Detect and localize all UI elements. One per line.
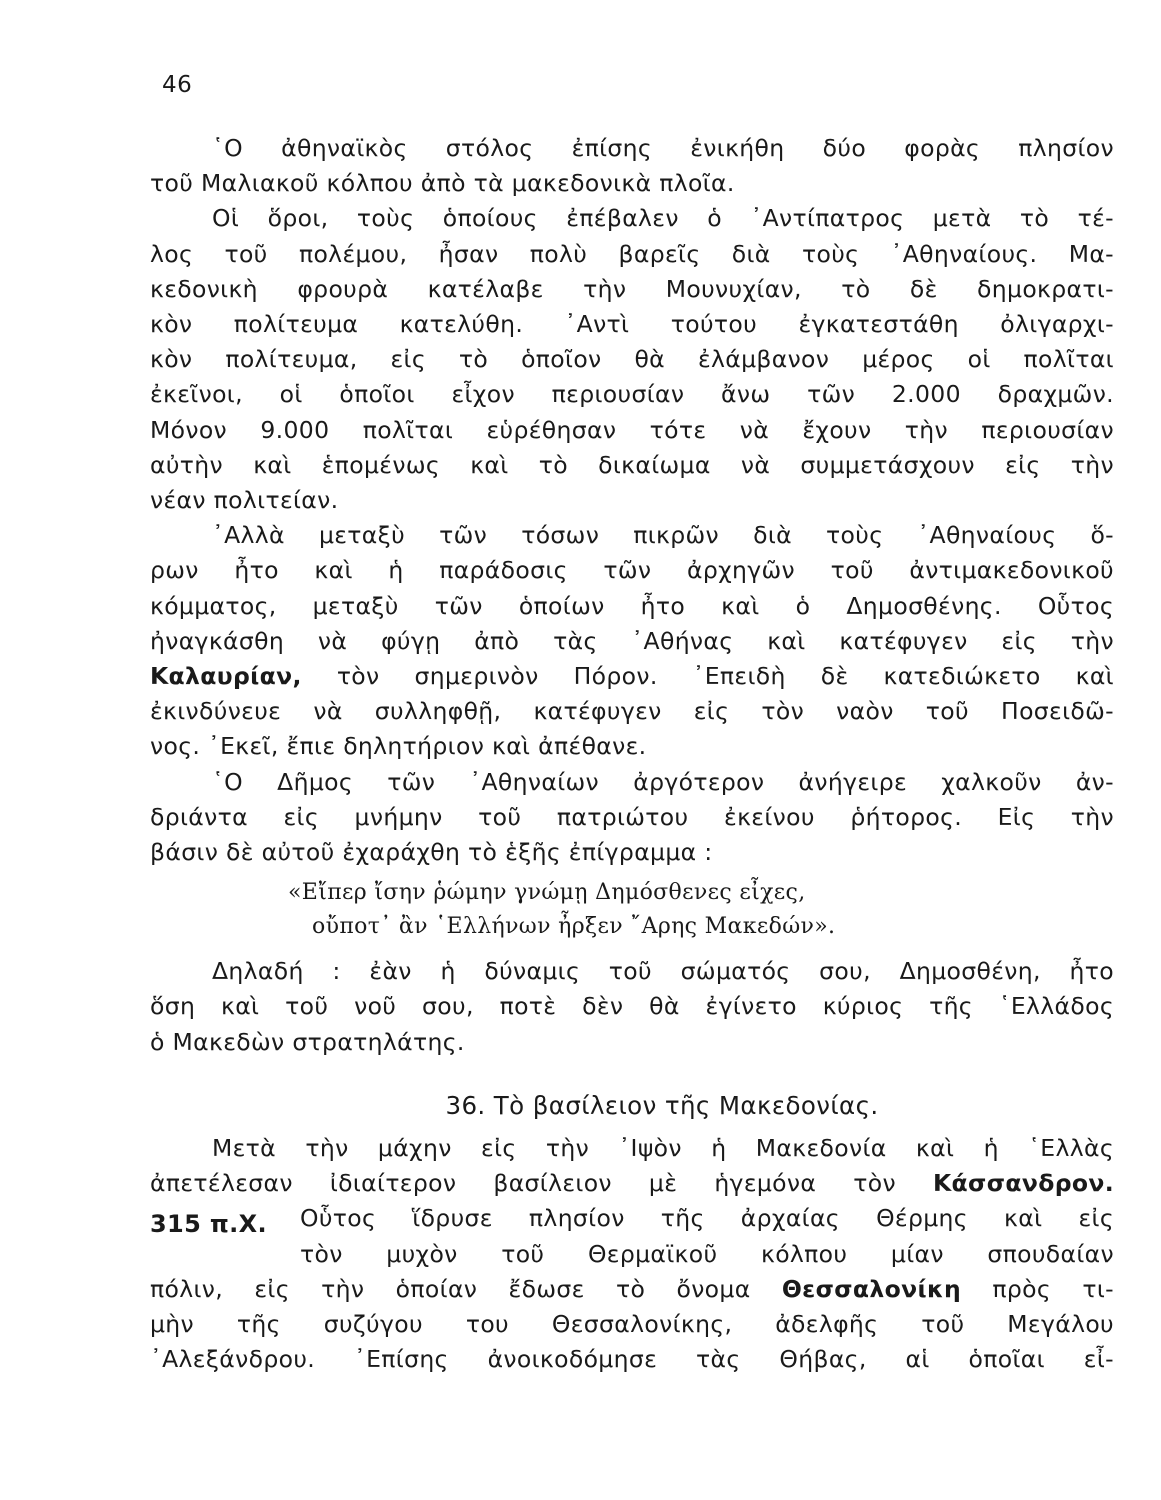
page-number: 46 [162, 72, 193, 98]
section-heading: 36. Τὸ βασίλειον τῆς Μακεδονίας. [445, 1090, 879, 1120]
text-line: νος. ᾿Εκεῖ, ἔπιε δηλητήριον καὶ ἀπέθανε. [150, 732, 647, 761]
margin-note-row [150, 1201, 1114, 1271]
paragraph-statue [150, 765, 1114, 871]
margin-note-date: 315 π.Χ. [150, 1210, 267, 1239]
paragraph-antipater-terms [150, 201, 1114, 518]
text-line: Οἱ ὅροι, τοὺς ὁποίους ἐπέβαλεν ὁ ᾿Αντίπατρος μετὰ τὸ τέ- [212, 204, 1114, 233]
text-fragment: τὸν σημερινὸν Πόρον. ᾿Επειδὴ δὲ κατεδιώκετο καὶ [336, 662, 1114, 691]
bold-term-thessaloniki: Θεσσαλονίκη [781, 1274, 962, 1303]
text-line: ἐκεῖνοι, οἱ ὁποῖοι εἶχον περιουσίαν ἄνω τῶν 2.000 δραχμῶν. [150, 380, 1114, 409]
text-line: νέαν πολιτείαν. [150, 486, 339, 515]
text-line: κὸν πολίτευμα, εἰς τὸ ὁποῖον θὰ ἐλάμβανον μέρος οἱ πολῖται [150, 345, 1114, 374]
epigram-line: «Εἴπερ ἴσην ῥώμην γνώμῃ Δημόσθενες εἶχες, [288, 880, 806, 906]
bold-term-kalauria: Καλαυρίαν, [150, 662, 302, 691]
text-line: ρων ἦτο καὶ ἡ παράδοσις τῶν ἀρχηγῶν τοῦ ἀντιμακεδονικοῦ [150, 556, 1114, 585]
text-line-thessaloniki [150, 1272, 1114, 1307]
epigram [150, 876, 1114, 944]
text-line: ῾Ο Δῆμος τῶν ᾿Αθηναίων ἀργότερον ἀνήγειρε χαλκοῦν ἀν- [212, 767, 1114, 796]
text-line: ὁ Μακεδὼν στρατηλάτης. [150, 1027, 465, 1056]
text-line-kalauria [150, 659, 1114, 694]
text-line: κεδονικὴ φρουρὰ κατέλαβε τὴν Μουνυχίαν, τὸ δὲ δημοκρατι- [150, 274, 1114, 303]
body-text [150, 131, 1114, 1378]
text-line: Μόνον 9.000 πολῖται εὑρέθησαν τότε νὰ ἔχουν τὴν περιουσίαν [150, 415, 1114, 444]
text-line: τοῦ Μαλιακοῦ κόλπου ἀπὸ τὰ μακεδονικὰ πλοῖα. [150, 169, 735, 198]
text-line-kassandros [150, 1166, 1114, 1201]
text-fragment: πόλιν, εἰς τὴν ὁποίαν ἔδωσε τὸ ὄνομα [150, 1274, 751, 1303]
text-line: δριάντα εἰς μνήμην τοῦ πατριώτου ἐκείνου ῥήτορος. Εἰς τὴν [150, 802, 1114, 831]
paragraph-demosthenes-exile [150, 518, 1114, 764]
text-fragment: πρὸς τι- [992, 1274, 1114, 1303]
text-line: ἐκινδύνευε νὰ συλληφθῇ, κατέφυγεν εἰς τὸν ναὸν τοῦ Ποσειδῶ- [150, 697, 1114, 726]
text-line: ἠναγκάσθη νὰ φύγῃ ἀπὸ τὰς ᾿Αθήνας καὶ κατέφυγεν εἰς τὴν [150, 626, 1114, 655]
bold-term-kassandros: Κάσσανδρον. [932, 1169, 1114, 1198]
text-line: βάσιν δὲ αὐτοῦ ἐχαράχθη τὸ ἑξῆς ἐπίγραμμα : [150, 838, 713, 867]
paragraph-translation [150, 954, 1114, 1060]
text-line: αὐτὴν καὶ ἑπομένως καὶ τὸ δικαίωμα νὰ συμμετάσχουν εἰς τὴν [150, 450, 1114, 479]
margin-lines [300, 1201, 1114, 1271]
text-line: κὸν πολίτευμα κατελύθη. ᾿Αντὶ τούτου ἐγκατεστάθη ὀλιγαρχι- [150, 310, 1114, 339]
section-body [150, 1131, 1114, 1377]
text-line: Οὗτος ἵδρυσε πλησίον τῆς ἀρχαίας Θέρμης καὶ εἰς [300, 1204, 1114, 1233]
text-line: ὅση καὶ τοῦ νοῦ σου, ποτὲ δὲν θὰ ἐγίνετο κύριος τῆς ῾Ελλάδος [150, 992, 1114, 1021]
paragraph-athenian-fleet [150, 131, 1114, 201]
epigram-line: οὔποτ᾿ ἂν ῾Ελλήνων ἦρξεν ῎Αρης Μακεδών». [312, 914, 836, 940]
text-line: λος τοῦ πολέμου, ἦσαν πολὺ βαρεῖς διὰ τοὺς ᾿Αθηναίους. Μα- [150, 239, 1114, 268]
text-line: τὸν μυχὸν τοῦ Θερμαϊκοῦ κόλπου μίαν σπουδαίαν [300, 1239, 1114, 1268]
text-fragment: ἀπετέλεσαν ἰδιαίτερον βασίλειον μὲ ἡγεμόνα τὸν [150, 1169, 896, 1198]
text-line: κόμματος, μεταξὺ τῶν ὁποίων ἦτο καὶ ὁ Δημοσθένης. Οὗτος [150, 591, 1114, 620]
text-line: Μετὰ τὴν μάχην εἰς τὴν ᾿Ιψὸν ἡ Μακεδονία καὶ ἡ ῾Ελλὰς [212, 1134, 1114, 1163]
text-line: ᾿Αλεξάνδρου. ᾿Επίσης ἀνοικοδόμησε τὰς Θήβας, αἱ ὁποῖαι εἶ- [150, 1345, 1114, 1374]
text-line: Δηλαδή : ἐὰν ἡ δύναμις τοῦ σώματός σου, Δημοσθένη, ἦτο [212, 957, 1114, 986]
text-line: ῾Ο ἀθηναϊκὸς στόλος ἐπίσης ἐνικήθη δύο φορὰς πλησίον [212, 134, 1114, 162]
text-line: μὴν τῆς συζύγου του Θεσσαλονίκης, ἀδελφῆς τοῦ Μεγάλου [150, 1310, 1114, 1339]
text-line: ᾿Αλλὰ μεταξὺ τῶν τόσων πικρῶν διὰ τοὺς ᾿Αθηναίους ὅ- [212, 521, 1114, 550]
